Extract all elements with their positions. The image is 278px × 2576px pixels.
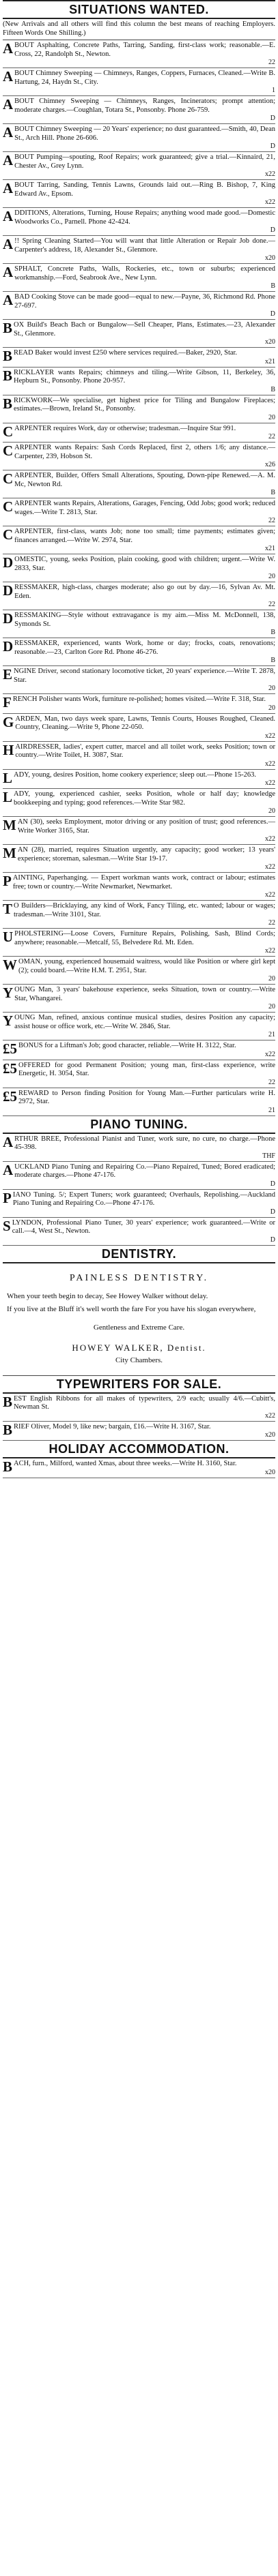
ad-code: 22: [268, 59, 275, 66]
classified-ad: [3, 320, 275, 348]
classified-ad: [3, 1162, 275, 1190]
ad-code: x22: [265, 863, 275, 871]
ad-code: 22: [268, 601, 275, 608]
classified-ad: [3, 1190, 275, 1218]
ad-initial: F: [3, 694, 12, 710]
ad-text: DDITIONS, Alterations, Turning, House Repairs; anything wood made good.—Domestic Woodworks Co., Parnell. Phone 42-424.: [14, 209, 275, 226]
classified-ad: [3, 208, 275, 236]
ad-initial: D: [3, 554, 14, 571]
classified-ad: [3, 348, 275, 368]
classified-ad: [3, 1458, 275, 1478]
ad-text: O Builders—Bricklaying, any kind of Work, Fancy Tiling, etc. wanted; labour or wages; tradesman.—Write 3101, Star.: [14, 902, 275, 918]
ad-text: BOUT Chimney Sweeping — 20 Years' experience; no dust guaranteed.—Smith, 40, Dean St., Arch Hill. Phone 26-606.: [14, 125, 275, 142]
ad-text: ADY, young, experienced cashier, seeks Position, whole or half day; knowledge bookkeeping and typing; good references.—Write Star 982.: [14, 790, 275, 807]
ad-code: 20: [268, 975, 275, 983]
ad-text: AN (28), married, requires Situation urgently, any capacity; good worker; 13 years' experience; storeman, salesman.—Write Star 19-17.: [17, 846, 275, 863]
ad-initial: L: [3, 769, 13, 786]
ad-text: AINTING, Paperhanging. — Expert workman wants work, contract or labour; estimates free; town or country.—Write Newmarket, Newmarket.: [12, 874, 275, 890]
classified-ad: [3, 1394, 275, 1422]
ad-initial: B: [3, 1458, 13, 1475]
classified-ad: [3, 714, 275, 742]
ad-initial: B: [3, 320, 13, 336]
ad-code: 20: [268, 573, 275, 580]
ad-text: OUNG Man, 3 years' bakehouse experience, seeks Situation, town or country.—Write Star, Whangarei.: [14, 986, 275, 1002]
ad-code: x22: [265, 170, 275, 178]
ad-code: 20: [268, 685, 275, 692]
ad-text: UCKLAND Piano Tuning and Repairing Co.—Piano Repaired, Tuned; Bored eradicated; moderate charges.—Phone 47-176.: [14, 1163, 275, 1179]
classified-ad: [3, 554, 275, 582]
ad-code: x22: [265, 760, 275, 768]
classified-ad: [3, 236, 275, 264]
ad-initial: P: [3, 873, 12, 889]
ad-initial: A: [3, 264, 14, 280]
ad-initial: A: [3, 180, 14, 196]
ad-initial: B: [3, 348, 13, 364]
dentistry-display-ad: [3, 1263, 275, 1376]
ad-initial: A: [3, 68, 14, 85]
ad-text: READ Baker would invest £250 where services required.—Baker, 2920, Star.: [14, 349, 238, 357]
ad-code: 22: [268, 1078, 275, 1086]
ad-code: x20: [265, 1431, 275, 1439]
classified-ad: [3, 901, 275, 929]
ad-code: B: [270, 489, 275, 496]
ad-code: x22: [265, 947, 275, 955]
classified-ad: [3, 666, 275, 694]
section-heading-situations: SITUATIONS WANTED.: [3, 1, 275, 19]
classified-ad: [3, 957, 275, 985]
ad-code: x20: [265, 338, 275, 346]
ad-initial: B: [3, 1421, 13, 1438]
ad-code: 20: [268, 413, 275, 421]
ad-initial: W: [3, 957, 17, 973]
ad-text: OMAN, young, experienced housemaid waitress, would like Position or where girl kept (2); could board.—Write H.M. T. 2951, Star.: [18, 958, 275, 974]
section-heading-holiday: HOLIDAY ACCOMMODATION.: [3, 1441, 275, 1458]
dentistry-line-1: When your teeth begin to decay, See Howey Walker without delay.: [7, 1291, 208, 1300]
ad-initial: B: [3, 1393, 13, 1410]
ad-text: OUNG Man, refined, anxious continue musical studies, desires Position any capacity; assist house or office work, etc.—Write W. 2846, Star.: [14, 1014, 275, 1030]
ad-initial: Y: [3, 1013, 14, 1029]
classified-ad: [3, 1040, 275, 1060]
ad-code: x22: [265, 835, 275, 843]
classified-ad: [3, 292, 275, 320]
section-heading-dentistry: DENTISTRY.: [3, 1246, 275, 1263]
ad-initial: £5: [3, 1088, 17, 1105]
ad-code: D: [270, 226, 275, 234]
section-heading-typewriters: TYPEWRITERS FOR SALE.: [3, 1376, 275, 1394]
ad-code: 22: [268, 517, 275, 524]
ad-code: D: [270, 1208, 275, 1216]
ad-text: ARPENTER wants Repairs: Sash Cords Replaced, first 2, others 1/6; any distance.—Carpenter, 239, Hobson St.: [14, 444, 275, 460]
ad-text: RICKWORK—We specialise, get highest price for Tiling and Bungalow Fireplaces; estimates.—Brown, Ireland St., Ponsonby.: [14, 396, 275, 413]
ad-initial: C: [3, 470, 14, 487]
ad-initial: A: [3, 40, 14, 57]
classified-ad: [3, 180, 275, 208]
ad-text: AIRDRESSER, ladies', expert cutter, marcel and all toilet work, seeks Position; town or country.—Write Toilet, H. 3087, Star.: [15, 743, 275, 759]
classified-ad: [3, 152, 275, 180]
ad-initial: A: [3, 96, 14, 113]
ad-code: 1: [272, 87, 275, 94]
ad-code: D: [270, 115, 275, 122]
classified-ad: [3, 845, 275, 873]
ad-initial: B: [3, 367, 13, 384]
ad-code: x22: [265, 1050, 275, 1058]
classified-ad: [3, 368, 275, 395]
ad-text: !! Spring Cleaning Started—You will want that little Alteration or Repair Job done.—Carpenter's address, 18, Alexander St., Glenmore.: [14, 237, 275, 254]
ad-initial: G: [3, 713, 14, 730]
ad-initial: B: [3, 395, 13, 412]
classified-ad: [3, 742, 275, 770]
ad-text: RTHUR BREE, Professional Pianist and Tuner, work sure, no cure, no charge.—Phone 45-398.: [14, 1135, 275, 1151]
classified-ad: [3, 582, 275, 610]
dentistry-place: City Chambers.: [115, 1356, 163, 1364]
classified-ad: [3, 40, 275, 68]
ad-code: B: [270, 385, 275, 393]
ad-text: BAD Cooking Stove can be made good—equal to new.—Payne, 36, Richmond Rd. Phone 27-697.: [14, 293, 275, 310]
ad-initial: £5: [3, 1060, 17, 1077]
ad-initial: E: [3, 666, 13, 683]
ad-text: ARDEN, Man, two days week spare, Lawns, Tennis Courts, Houses Roughed, Cleaned. Country, Cleaning.—Write 9, Phone 22-050.: [15, 715, 275, 731]
section-heading-piano: PIANO TUNING.: [3, 1116, 275, 1134]
dentistry-slogan: Gentleness and Extreme Care.: [93, 1323, 185, 1332]
ad-text: RESSMAKER, high-class, charges moderate; also go out by day.—16, Sylvan Av. Mt. Eden.: [14, 584, 275, 600]
ad-text: PHOLSTERING—Loose Covers, Furniture Repairs, Polishing, Sash, Blind Cords; anywhere; reasonable.—Metcalf, 55, Belvedere Rd. Mt. Eden.: [14, 930, 275, 946]
classified-ad: [3, 1060, 275, 1088]
ad-initial: C: [3, 498, 14, 515]
classified-ad: [3, 638, 275, 666]
ad-text: EST English Ribbons for all makes of typewriters, 2/9 each; usually 4/6.—Cubitt's, Newman St.: [14, 1394, 275, 1411]
ad-text: BOUT Chimney Sweeping — Chimneys, Ranges, Incinerators; prompt attention; moderate charges.—Coughlan, Totara St., Ponsonby. Phone 26-759.: [14, 98, 275, 114]
classified-ad: [3, 817, 275, 845]
ad-initial: Y: [3, 985, 14, 1001]
ad-initial: A: [3, 292, 14, 308]
ad-code: x22: [265, 198, 275, 206]
ad-text: ARPENTER wants Repairs, Alterations, Garages, Fencing, Odd Jobs; good work; reduced wages.—Write T. 2813, Star.: [14, 500, 275, 516]
ad-text: RIEF Oliver, Model 9, like new; bargain, £16.—Write H. 3167, Star.: [14, 1422, 211, 1431]
ad-initial: S: [3, 1217, 11, 1234]
ad-text: LYNDON, Professional Piano Tuner, 30 years' experience; work guaranteed.—Write or call.—4, West St., Newton.: [12, 1218, 275, 1235]
ad-initial: A: [3, 152, 14, 168]
ad-text: ARPENTER, first-class, wants Job; none too small; time payments; estimates given; finances arranged.—Write W. 2974, Star.: [14, 528, 275, 544]
typewriters-ad-list: [3, 1394, 275, 1441]
ad-code: B: [270, 629, 275, 636]
ad-text: BONUS for a Liftman's Job; good character, reliable.—Write H. 3122, Star.: [18, 1042, 236, 1049]
ad-text: ARPENTER, Builder, Offers Small Alterations, Spouting, Down-pipe Renewed.—A. M. Mc, Newton Rd.: [14, 472, 275, 488]
classified-ad: [3, 789, 275, 817]
classified-ad: [3, 770, 275, 790]
ad-text: ARPENTER requires Work, day or otherwise; tradesman.—Inquire Star 991.: [14, 424, 236, 432]
classified-ad: [3, 985, 275, 1013]
dentistry-signature: HOWEY WALKER, Dentist.: [72, 1342, 206, 1353]
classified-ad: [3, 68, 275, 96]
ad-initial: T: [3, 901, 13, 917]
classified-ad: [3, 443, 275, 470]
ad-initial: A: [3, 236, 14, 252]
ad-initial: D: [3, 638, 14, 655]
ad-initial: M: [3, 845, 16, 861]
ad-text: SPHALT, Concrete Paths, Walls, Rockeries, etc., town or suburbs; experienced workmanship.—Ford, Seabrook Ave., New Lynn.: [14, 265, 275, 282]
classified-ad: [3, 1134, 275, 1162]
ad-code: x21: [265, 357, 275, 365]
ad-text: BOUT Chimney Sweeping — Chimneys, Ranges, Coppers, Furnaces, Cleaned.—Write B. Hartung, 24, Haydn St., City.: [14, 70, 275, 86]
ad-text: RENCH Polisher wants Work, furniture re-polished; homes visited.—Write F. 318, Star.: [12, 695, 266, 703]
ad-initial: U: [3, 929, 14, 945]
holiday-ad-list: [3, 1458, 275, 1478]
ad-text: OFFERED for good Permanent Position; young man, first-class experience, write Energetic, H. 3054, Star.: [18, 1061, 275, 1077]
classified-ad: [3, 526, 275, 554]
ad-initial: A: [3, 124, 14, 140]
ad-initial: L: [3, 789, 13, 805]
classified-ad: [3, 610, 275, 638]
classified-ad: [3, 1013, 275, 1040]
ad-code: D: [270, 310, 275, 318]
classified-ad: [3, 395, 275, 423]
piano-ad-list: [3, 1134, 275, 1246]
ad-initial: H: [3, 741, 14, 758]
classified-ad: [3, 470, 275, 498]
ad-initial: C: [3, 443, 14, 459]
ad-text: ADY, young, desires Position, home cookery experience; sleep out.—Phone 15-263.: [14, 770, 257, 779]
situations-intro: (New Arrivals and all others will find this column the best means of reaching Employers. Fifteen Words One Shilling.): [3, 19, 275, 40]
ad-text: BOUT Tarring, Sanding, Tennis Lawns, Grounds laid out.—Ring B. Bishop, 7, King Edward Av., Epsom.: [14, 181, 275, 198]
classified-ad: [3, 694, 275, 714]
ad-code: x22: [265, 779, 275, 787]
ad-code: x22: [265, 1411, 275, 1420]
ad-code: D: [270, 1180, 275, 1188]
ad-code: 21: [268, 1031, 275, 1038]
ad-code: 20: [268, 704, 275, 712]
ad-code: x26: [265, 461, 275, 468]
ad-initial: A: [3, 1133, 14, 1150]
ad-code: D: [270, 1235, 275, 1244]
ad-text: BOUT Asphalting, Concrete Paths, Tarring, Sanding, first-class work; reasonable.—E. Cross, 22, Randolph St., Newton.: [14, 42, 275, 58]
dentistry-title: PAINLESS DENTISTRY.: [69, 1272, 209, 1283]
ad-code: x20: [265, 1468, 275, 1476]
ad-initial: D: [3, 610, 14, 627]
ad-code: 20: [268, 807, 275, 815]
classified-ad: [3, 498, 275, 526]
ad-initial: C: [3, 526, 14, 543]
ad-code: 21: [268, 1106, 275, 1114]
ad-text: RICKLAYER wants Repairs; chimneys and tiling.—Write Gibson, 11, Berkeley, 36, Hepburn St., Ponsonby. Phone 20-957.: [14, 368, 275, 385]
situations-ad-list: [3, 40, 275, 1116]
ad-code: x21: [265, 545, 275, 552]
ad-text: REWARD to Person finding Position for Young Man.—Further particulars write H. 2972, Star.: [18, 1089, 275, 1105]
ad-text: OX Build's Beach Bach or Bungalow—Sell Cheaper, Plans, Estimates.—23, Alexander St., Glenmore.: [14, 321, 275, 338]
ad-code: x20: [265, 254, 275, 262]
ad-code: D: [270, 143, 275, 150]
ad-initial: £5: [3, 1040, 17, 1057]
ad-initial: C: [3, 423, 14, 440]
ad-initial: A: [3, 208, 14, 224]
classified-ad: [3, 264, 275, 292]
ad-text: AN (30), seeks Employment, motor driving or any position of trust; good references.—Write Worker 3165, Star.: [17, 818, 275, 835]
ad-text: NGINE Driver, second stationary locomotive ticket, 20 years' experience.—Write T. 2878, Star.: [14, 668, 275, 684]
ad-text: RESSMAKER, experienced, wants Work, home or day; frocks, coats, renovations; reasonable.—23, Carlton Gore Rd. Phone 46-276.: [14, 640, 275, 656]
classified-ad: [3, 1422, 275, 1441]
ad-code: x22: [265, 891, 275, 899]
classified-ad: [3, 1218, 275, 1246]
ad-code: 20: [268, 1003, 275, 1010]
classified-ad: [3, 423, 275, 443]
ad-text: IANO Tuning. 5/; Expert Tuners; work guaranteed; Overhauls, Repolishing.—Auckland Piano Tuning and Repairing Co.—Phone 47-176.: [12, 1190, 275, 1207]
ad-code: THF: [262, 1152, 275, 1160]
ad-initial: D: [3, 582, 14, 599]
ad-initial: P: [3, 1189, 12, 1206]
ad-text: RESSMAKING—Style without extravagance is my aim.—Miss M. McDonnell, 138, Symonds St.: [14, 612, 275, 628]
ad-code: x22: [265, 732, 275, 740]
ad-initial: A: [3, 1161, 14, 1178]
classified-ad: [3, 124, 275, 152]
dentistry-line-2: If you live at the Bluff it's well worth the fare For you have his slogan everywhere,: [7, 1304, 256, 1313]
ad-text: ACH, furn., Milford, wanted Xmas, about three weeks.—Write H. 3160, Star.: [14, 1460, 237, 1467]
classified-ad: [3, 1088, 275, 1116]
classified-ad: [3, 96, 275, 124]
ad-code: B: [270, 282, 275, 290]
ad-code: 22: [268, 433, 275, 440]
classified-ad: [3, 929, 275, 957]
ad-code: B: [270, 657, 275, 664]
ad-text: OMESTIC, young, seeks Position, plain cooking, good with children; urgent.—Write W. 2833, Star.: [14, 556, 275, 572]
ad-code: 22: [268, 919, 275, 927]
ad-text: BOUT Pumping—spouting, Roof Repairs; work guaranteed; give a trial.—Kinnaird, 21, Chester Av., Grey Lynn.: [14, 153, 275, 170]
classified-ad: [3, 873, 275, 901]
ad-initial: M: [3, 817, 16, 833]
